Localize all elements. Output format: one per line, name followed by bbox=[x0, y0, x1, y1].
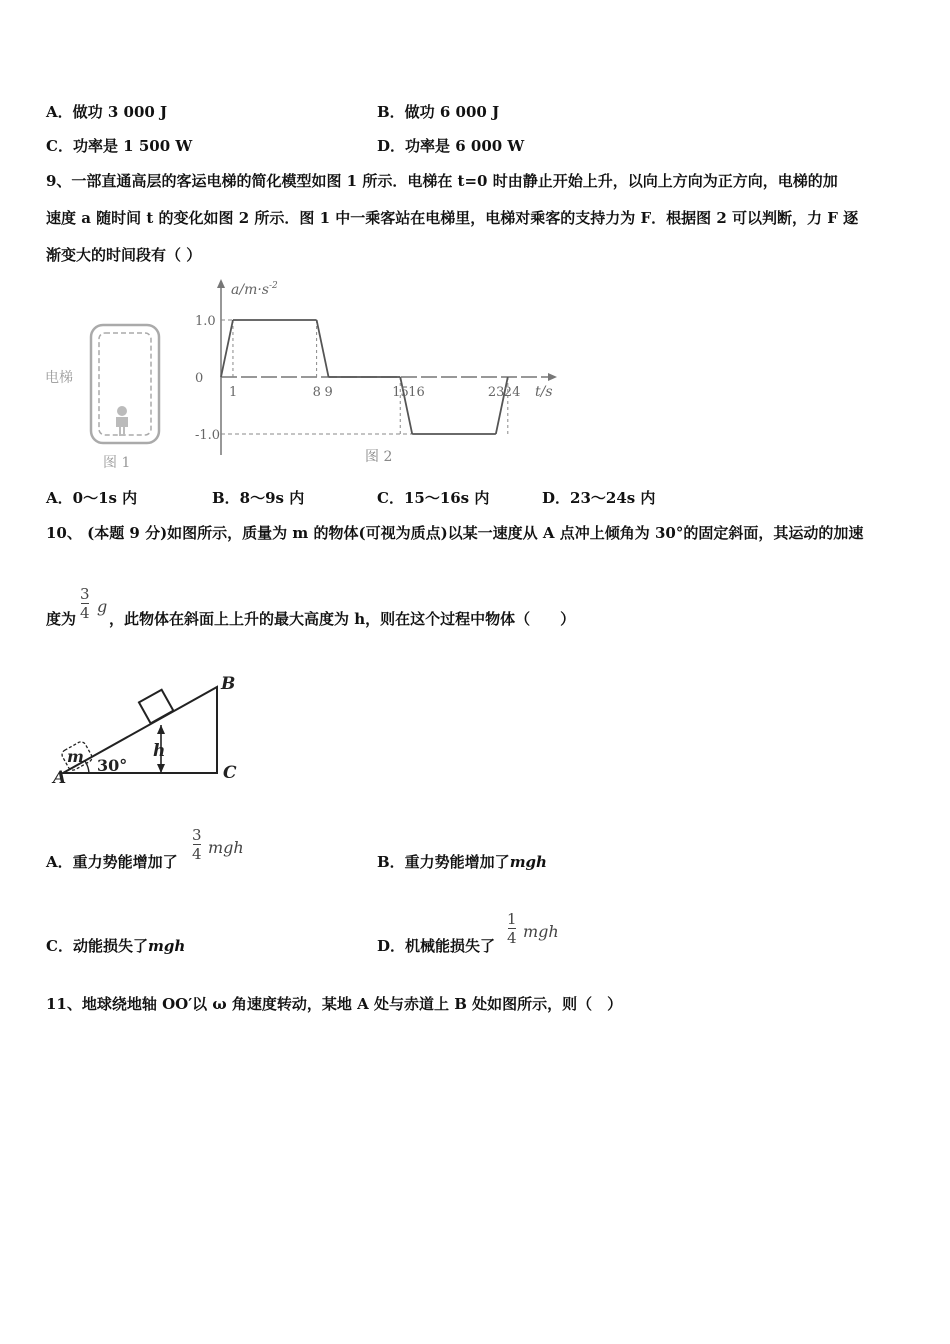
q8-option-a: A．做功 3 000 J bbox=[46, 103, 168, 121]
q10-accel-g: g bbox=[97, 597, 108, 616]
q10-option-a-denominator: 4 bbox=[192, 845, 202, 863]
q9-figure-2-chart bbox=[185, 275, 565, 475]
y-axis-label: $a/m\cdot s^{-2}$ bbox=[231, 281, 278, 298]
q10-stem-line2-suffix: ，此物体在斜面上上升的最大高度为 h，则在这个过程中物体（ ） bbox=[109, 610, 576, 628]
y-tick-label: -1.0 bbox=[195, 428, 221, 443]
q9-option-a: A．0～1s 内 bbox=[46, 489, 138, 507]
q9-stem-line1: 9、一部直通高层的客运电梯的简化模型如图 1 所示．电梯在 t=0 时由静止开始上升，以向上方向为正方向，电梯的加 bbox=[46, 172, 838, 190]
fig1-label: 电梯 bbox=[45, 370, 73, 386]
x-axis-arrow-icon bbox=[548, 373, 557, 381]
q10-option-d-numerator: 1 bbox=[507, 910, 517, 928]
label-h: h bbox=[153, 741, 166, 761]
q10-option-a-fraction bbox=[192, 826, 202, 863]
y-tick-label: 0 bbox=[195, 371, 204, 386]
q8-option-c: C．功率是 1 500 W bbox=[46, 137, 193, 155]
q10-stem-line2-prefix: 度为 bbox=[46, 610, 77, 628]
q10-incline-figure bbox=[45, 665, 255, 795]
q10-frac-denominator: 4 bbox=[80, 604, 90, 622]
height-arrow-up-icon bbox=[157, 725, 165, 734]
label-m: m bbox=[67, 747, 84, 766]
label-C: C bbox=[223, 763, 237, 783]
q9-stem-line3: 渐变大的时间段有（ ） bbox=[46, 246, 202, 264]
block-on-incline bbox=[139, 690, 173, 724]
x-axis-label: t/s bbox=[535, 384, 553, 400]
x-tick-label: 1 bbox=[228, 385, 238, 400]
fig1-caption: 图 1 bbox=[103, 455, 131, 471]
x-tick-label: 24 bbox=[503, 385, 521, 400]
q10-option-a-text: A．重力势能增加了 bbox=[46, 853, 178, 871]
q10-option-d-mgh: mgh bbox=[523, 922, 559, 941]
q10-stem-line1: 10、 (本题 9 分)如图所示，质量为 m 的物体(可视为质点)以某一速度从 A 点冲上倾角为 30°的固定斜面，其运动的加速 bbox=[46, 524, 864, 542]
passenger-icon bbox=[116, 406, 128, 436]
q9-option-c: C．15～16s 内 bbox=[377, 489, 490, 507]
x-tick-label: 16 bbox=[408, 385, 425, 400]
x-tick-label: 8 bbox=[312, 385, 321, 400]
q9-figure-1 bbox=[40, 320, 180, 480]
x-tick-label: 15 bbox=[392, 385, 409, 400]
q10-option-a-mgh: mgh bbox=[208, 838, 244, 857]
q11-stem: 11、地球绕地轴 OO′以 ω 角速度转动，某地 A 处与赤道上 B 处如图所示，则（ ） bbox=[46, 995, 623, 1013]
q9-stem-line2: 速度 a 随时间 t 的变化如图 2 所示．图 1 中一乘客站在电梯里，电梯对乘客的支持力为 F．根据图 2 可以判断，力 F 逐 bbox=[46, 209, 859, 227]
x-tick-label: 9 bbox=[324, 385, 333, 400]
q10-option-d-fraction bbox=[507, 910, 517, 947]
q10-option-b-text: B．重力势能增加了mgh bbox=[377, 853, 547, 871]
q10-option-a-numerator: 3 bbox=[192, 826, 202, 844]
x-tick-label: 23 bbox=[487, 385, 505, 400]
q10-accel-fraction bbox=[80, 585, 90, 622]
q10-frac-numerator: 3 bbox=[80, 585, 90, 603]
incline-triangle bbox=[63, 687, 217, 773]
label-B: B bbox=[221, 674, 236, 694]
series-segment bbox=[317, 320, 329, 377]
height-arrow-down-icon bbox=[157, 764, 165, 773]
q9-option-b: B．8～9s 内 bbox=[212, 489, 305, 507]
q8-option-d: D．功率是 6 000 W bbox=[377, 137, 525, 155]
q9-option-d: D．23～24s 内 bbox=[542, 489, 656, 507]
label-A: A bbox=[53, 768, 67, 788]
q10-option-d-text: D．机械能损失了 bbox=[377, 937, 496, 955]
y-tick-label: 1.0 bbox=[195, 314, 216, 329]
q10-option-c-text: C．动能损失了mgh bbox=[46, 937, 186, 955]
y-axis-arrow-icon bbox=[217, 279, 225, 288]
series-segment bbox=[221, 320, 233, 377]
label-angle: 30° bbox=[97, 756, 128, 775]
q10-option-d-denominator: 4 bbox=[507, 929, 517, 947]
fig2-caption: 图 2 bbox=[365, 449, 393, 465]
q8-option-b: B．做功 6 000 J bbox=[377, 103, 500, 121]
